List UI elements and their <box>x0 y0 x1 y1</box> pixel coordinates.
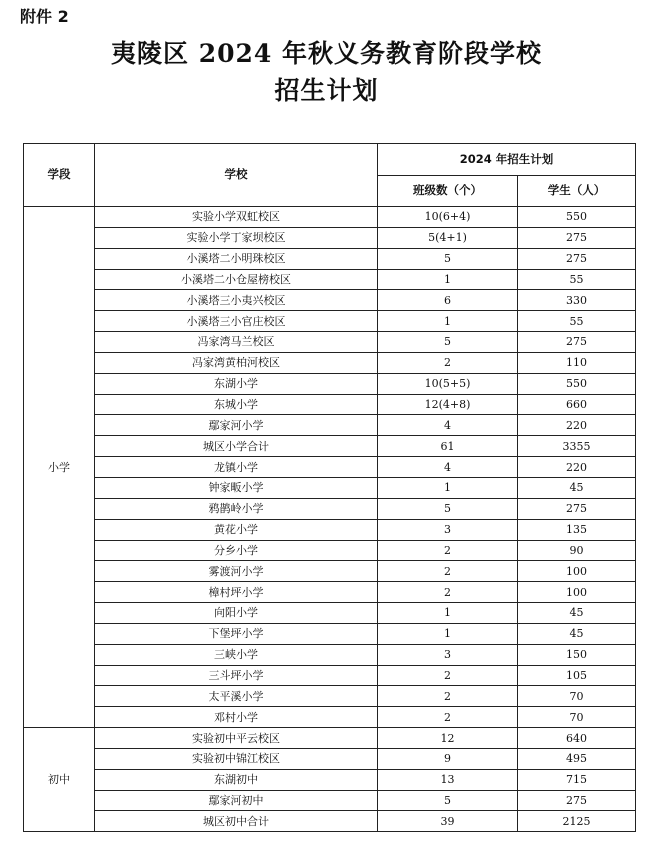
school-name-cell: 东湖小学 <box>95 373 378 394</box>
class-count-cell: 5 <box>378 332 518 353</box>
class-count-cell: 5(4+1) <box>378 227 518 248</box>
school-name-cell: 三斗坪小学 <box>95 665 378 686</box>
segment-cell: 初中 <box>24 728 95 832</box>
table-row <box>24 790 636 811</box>
school-name-cell: 分乡小学 <box>95 540 378 561</box>
school-name-cell: 实验初中锦江校区 <box>95 748 378 769</box>
school-name-cell: 樟村坪小学 <box>95 582 378 603</box>
class-count-cell: 5 <box>378 248 518 269</box>
student-count-cell: 660 <box>518 394 636 415</box>
table-row <box>24 373 636 394</box>
class-count-cell: 12 <box>378 728 518 749</box>
class-count-cell: 1 <box>378 269 518 290</box>
student-count-cell: 105 <box>518 665 636 686</box>
class-count-cell: 2 <box>378 686 518 707</box>
class-count-cell: 5 <box>378 790 518 811</box>
student-count-cell: 45 <box>518 623 636 644</box>
table-row <box>24 561 636 582</box>
school-name-cell: 城区小学合计 <box>95 436 378 457</box>
table-row <box>24 436 636 457</box>
student-count-cell: 3355 <box>518 436 636 457</box>
table-row <box>24 811 636 832</box>
table-row <box>24 540 636 561</box>
table-row <box>24 415 636 436</box>
annex-label: 附件 2 <box>20 7 69 26</box>
class-count-cell: 9 <box>378 748 518 769</box>
school-name-cell: 实验小学双虹校区 <box>95 207 378 228</box>
school-name-cell: 小溪塔二小仓屋榜校区 <box>95 269 378 290</box>
class-count-cell: 2 <box>378 665 518 686</box>
school-name-cell: 冯家湾马兰校区 <box>95 332 378 353</box>
class-count-cell: 6 <box>378 290 518 311</box>
student-count-cell: 640 <box>518 728 636 749</box>
header-students: 学生（人） <box>518 176 636 207</box>
table-row <box>24 603 636 624</box>
table-row <box>24 665 636 686</box>
table-row <box>24 644 636 665</box>
school-name-cell: 向阳小学 <box>95 603 378 624</box>
table-row <box>24 227 636 248</box>
school-name-cell: 龙镇小学 <box>95 457 378 478</box>
table-body <box>24 207 636 832</box>
school-name-cell: 实验小学丁家坝校区 <box>95 227 378 248</box>
class-count-cell: 13 <box>378 769 518 790</box>
school-name-cell: 东城小学 <box>95 394 378 415</box>
segment-cell: 小学 <box>24 207 95 728</box>
page-title-line1: 夷陵区 2024 年秋义务教育阶段学校 <box>111 39 542 68</box>
table-row <box>24 477 636 498</box>
class-count-cell: 2 <box>378 707 518 728</box>
class-count-cell: 61 <box>378 436 518 457</box>
school-name-cell: 钟家畈小学 <box>95 477 378 498</box>
student-count-cell: 275 <box>518 790 636 811</box>
student-count-cell: 70 <box>518 707 636 728</box>
student-count-cell: 90 <box>518 540 636 561</box>
table-row <box>24 457 636 478</box>
school-name-cell: 鸦鹊岭小学 <box>95 498 378 519</box>
class-count-cell: 1 <box>378 623 518 644</box>
student-count-cell: 715 <box>518 769 636 790</box>
school-name-cell: 黄花小学 <box>95 519 378 540</box>
student-count-cell: 45 <box>518 477 636 498</box>
class-count-cell: 3 <box>378 519 518 540</box>
student-count-cell: 2125 <box>518 811 636 832</box>
student-count-cell: 70 <box>518 686 636 707</box>
school-name-cell: 下堡坪小学 <box>95 623 378 644</box>
student-count-cell: 135 <box>518 519 636 540</box>
table-row <box>24 352 636 373</box>
class-count-cell: 12(4+8) <box>378 394 518 415</box>
class-count-cell: 3 <box>378 644 518 665</box>
class-count-cell: 1 <box>378 603 518 624</box>
school-name-cell: 实验初中平云校区 <box>95 728 378 749</box>
class-count-cell: 2 <box>378 582 518 603</box>
student-count-cell: 330 <box>518 290 636 311</box>
school-name-cell: 雾渡河小学 <box>95 561 378 582</box>
school-name-cell: 邓村小学 <box>95 707 378 728</box>
student-count-cell: 495 <box>518 748 636 769</box>
table-row <box>24 728 636 749</box>
table-row <box>24 707 636 728</box>
student-count-cell: 275 <box>518 498 636 519</box>
student-count-cell: 550 <box>518 373 636 394</box>
table-row <box>24 686 636 707</box>
class-count-cell: 4 <box>378 415 518 436</box>
school-name-cell: 太平溪小学 <box>95 686 378 707</box>
student-count-cell: 275 <box>518 248 636 269</box>
student-count-cell: 55 <box>518 311 636 332</box>
header-classes: 班级数（个） <box>378 176 518 207</box>
student-count-cell: 55 <box>518 269 636 290</box>
table-row <box>24 290 636 311</box>
school-name-cell: 东湖初中 <box>95 769 378 790</box>
school-name-cell: 小溪塔三小夷兴校区 <box>95 290 378 311</box>
student-count-cell: 100 <box>518 561 636 582</box>
enrollment-plan-table <box>23 143 636 832</box>
school-name-cell: 三峡小学 <box>95 644 378 665</box>
table-row <box>24 332 636 353</box>
header-school: 学校 <box>95 144 378 207</box>
class-count-cell: 10(5+5) <box>378 373 518 394</box>
class-count-cell: 2 <box>378 540 518 561</box>
student-count-cell: 45 <box>518 603 636 624</box>
class-count-cell: 5 <box>378 498 518 519</box>
student-count-cell: 550 <box>518 207 636 228</box>
student-count-cell: 220 <box>518 415 636 436</box>
student-count-cell: 275 <box>518 227 636 248</box>
table-row <box>24 394 636 415</box>
school-name-cell: 冯家湾黄柏河校区 <box>95 352 378 373</box>
student-count-cell: 275 <box>518 332 636 353</box>
school-name-cell: 小溪塔二小明珠校区 <box>95 248 378 269</box>
table-row <box>24 582 636 603</box>
school-name-cell: 鄢家河小学 <box>95 415 378 436</box>
header-segment: 学段 <box>24 144 95 207</box>
class-count-cell: 1 <box>378 311 518 332</box>
class-count-cell: 4 <box>378 457 518 478</box>
student-count-cell: 110 <box>518 352 636 373</box>
table-row <box>24 748 636 769</box>
school-name-cell: 城区初中合计 <box>95 811 378 832</box>
student-count-cell: 150 <box>518 644 636 665</box>
class-count-cell: 10(6+4) <box>378 207 518 228</box>
table-row <box>24 519 636 540</box>
table-row <box>24 269 636 290</box>
class-count-cell: 39 <box>378 811 518 832</box>
page-title-line2: 招生计划 <box>274 76 379 105</box>
class-count-cell: 2 <box>378 352 518 373</box>
school-name-cell: 鄢家河初中 <box>95 790 378 811</box>
student-count-cell: 100 <box>518 582 636 603</box>
table-row <box>24 769 636 790</box>
student-count-cell: 220 <box>518 457 636 478</box>
table-row <box>24 311 636 332</box>
table-row <box>24 207 636 228</box>
table-row <box>24 498 636 519</box>
class-count-cell: 1 <box>378 477 518 498</box>
table-row <box>24 248 636 269</box>
class-count-cell: 2 <box>378 561 518 582</box>
table-row <box>24 623 636 644</box>
header-plan-group: 2024 年招生计划 <box>378 144 636 176</box>
school-name-cell: 小溪塔三小官庄校区 <box>95 311 378 332</box>
